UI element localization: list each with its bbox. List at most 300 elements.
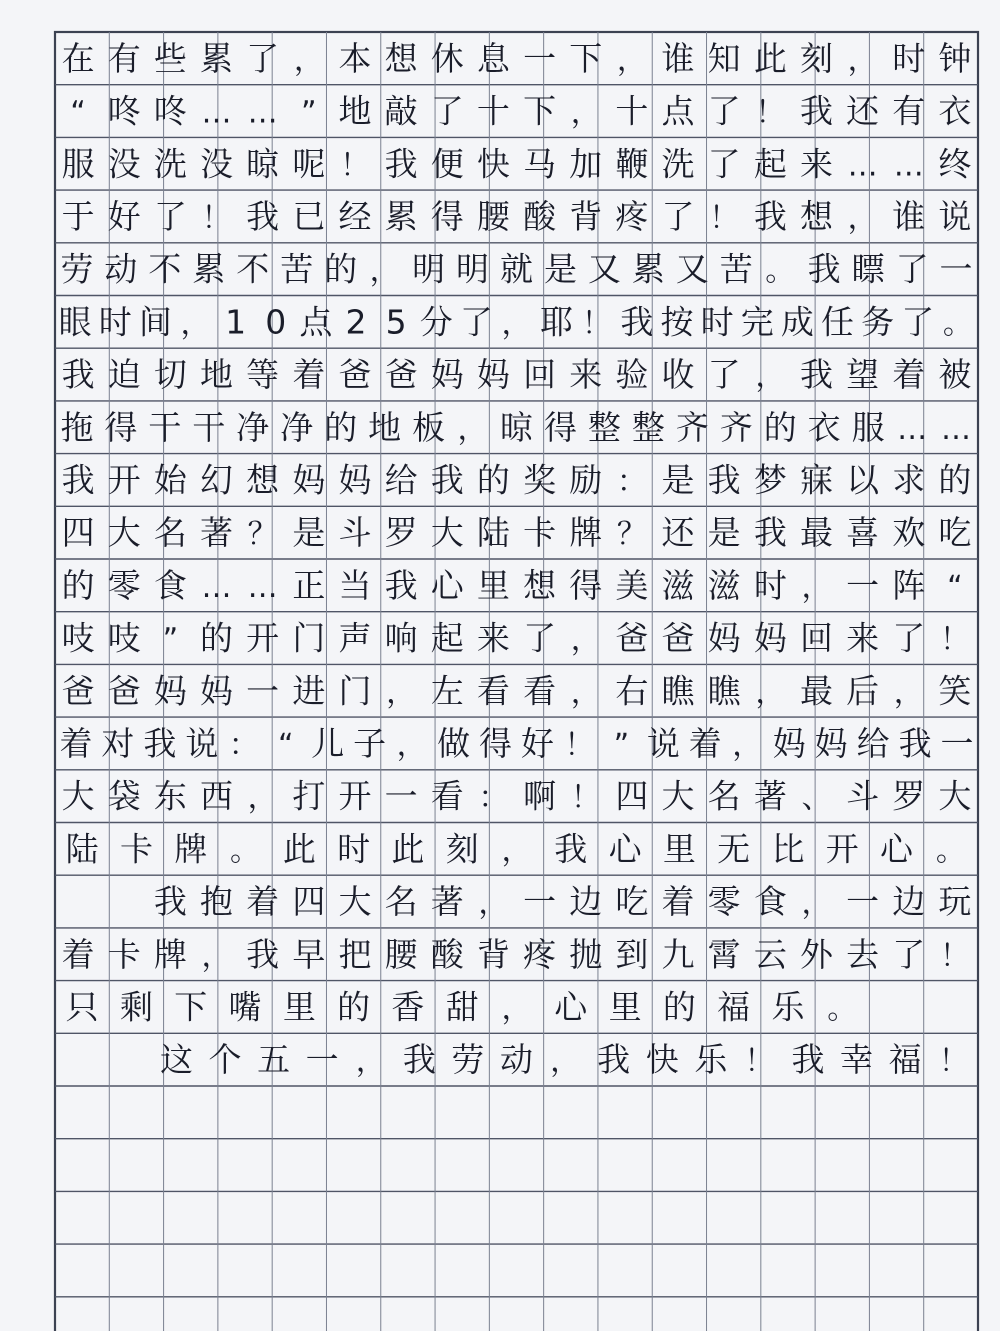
essay-char: 还 (846, 91, 880, 131)
essay-char: 等 (246, 355, 280, 395)
essay-char: 我 (246, 197, 280, 237)
essay-char: 我 (402, 1040, 436, 1080)
essay-char: 边 (569, 882, 603, 922)
essay-char: 瞟 (851, 249, 885, 289)
essay-char: 大 (430, 513, 464, 553)
essay-char: 食 (753, 882, 787, 922)
essay-char: 袋 (107, 776, 141, 816)
essay-char: 是 (292, 513, 326, 553)
essay-char: 整 (587, 407, 621, 447)
essay-char: 背 (476, 934, 510, 974)
essay-char: ， (893, 675, 924, 711)
essay-char: 子 (353, 724, 387, 764)
essay-char: 看 (430, 776, 464, 816)
essay-char: 服 (61, 144, 95, 184)
essay-char: 得 (430, 197, 464, 237)
essay-char: ， (457, 411, 488, 447)
essay-char: 洗 (153, 144, 187, 184)
essay-char: 被 (938, 355, 972, 395)
essay-line (66, 988, 858, 1027)
essay-char: 斗 (338, 513, 372, 553)
essay-char: 抛 (569, 934, 603, 974)
essay-char: 晾 (500, 407, 533, 447)
essay-char: 好 (520, 724, 554, 764)
essay-char: 了 (707, 91, 741, 131)
essay-char: 敲 (384, 91, 418, 131)
essay-char: … (201, 569, 232, 605)
essay-char: 美 (615, 565, 649, 605)
essay-char: 福 (888, 1040, 922, 1080)
essay-char: 得 (104, 407, 138, 447)
essay-char: 还 (661, 513, 695, 553)
essay-char: 分 (419, 302, 453, 342)
essay-char: 心 (554, 987, 588, 1027)
essay-char: 奖 (523, 460, 557, 500)
essay-char: 十 (476, 91, 510, 131)
essay-char: 左 (430, 671, 464, 711)
essay-char: “ (70, 95, 86, 131)
essay-char: ， (201, 938, 232, 974)
essay-char: 玩 (938, 882, 972, 922)
essay-char: 最 (799, 671, 833, 711)
essay-char: 求 (892, 460, 926, 500)
essay-char: 是 (661, 460, 695, 500)
essay-char: 衣 (807, 407, 841, 447)
essay-char: ！ (339, 148, 370, 184)
essay-char: 妈 (430, 355, 464, 395)
essay-char: 滋 (707, 565, 741, 605)
essay-char: 1 (225, 302, 247, 342)
essay-char: 幸 (840, 1040, 874, 1080)
essay-char: 本 (338, 38, 372, 78)
essay-char: 妈 (200, 671, 234, 711)
essay-char: 边 (892, 882, 926, 922)
essay-char: 卡 (523, 513, 557, 553)
essay-char: 的 (476, 460, 510, 500)
essay-char: 的 (337, 987, 371, 1027)
essay-char: ！ (939, 622, 970, 658)
essay-char: 齐 (675, 407, 709, 447)
essay-char: 大 (61, 776, 95, 816)
essay-char: 了 (892, 934, 926, 974)
essay-char: 劳 (451, 1040, 485, 1080)
essay-char: ， (501, 991, 532, 1027)
essay-char: 服 (851, 407, 885, 447)
essay-char: 一 (246, 671, 280, 711)
essay-char: ， (180, 306, 211, 342)
essay-char: ： (478, 780, 509, 816)
essay-char: 回 (799, 618, 833, 658)
essay-char: 的 (61, 565, 95, 605)
essay-char: 得 (543, 407, 577, 447)
essay-char: 了 (459, 302, 493, 342)
essay-char: ， (570, 622, 601, 658)
essay-char: 。 (942, 306, 973, 342)
essay-line (154, 882, 972, 921)
essay-char: 来 (846, 618, 880, 658)
essay-char: 一 (846, 565, 880, 605)
essay-char: 名 (153, 513, 187, 553)
essay-char: 刻 (799, 38, 833, 78)
essay-char: ： (616, 464, 647, 500)
essay-char: 比 (771, 829, 805, 869)
essay-char: 时 (892, 38, 926, 78)
essay-char: 衣 (938, 91, 972, 131)
essay-char: 时 (98, 302, 132, 342)
essay-char: 著 (753, 776, 787, 816)
essay-char: 了 (153, 197, 187, 237)
essay-char: 不 (236, 249, 270, 289)
essay-char: 下 (174, 987, 208, 1027)
essay-char: 爸 (61, 671, 95, 711)
essay-char: 啊 (523, 776, 557, 816)
essay-char: 喜 (846, 513, 880, 553)
essay-char: “ (947, 569, 963, 605)
essay-char: 我 (153, 882, 187, 922)
essay-char: 欢 (892, 513, 926, 553)
essay-line (62, 39, 972, 78)
essay-char: 咚 (107, 91, 141, 131)
essay-char: 成 (780, 302, 814, 342)
essay-char: 了 (430, 91, 464, 131)
essay-char: 牌 (569, 513, 603, 553)
essay-char: 的 (200, 618, 234, 658)
essay-char: 板 (412, 407, 446, 447)
essay-char: 四 (292, 882, 326, 922)
essay-char: 五 (257, 1040, 291, 1080)
essay-char: 时 (337, 829, 371, 869)
essay-char: 呢 (292, 144, 326, 184)
essay-char: 对 (101, 724, 135, 764)
essay-char: 动 (104, 249, 138, 289)
essay-char: 著 (200, 513, 234, 553)
essay-char: 我 (753, 513, 787, 553)
essay-char: 我 (898, 724, 932, 764)
essay-char: 说 (938, 197, 972, 237)
essay-char: 鞭 (615, 144, 649, 184)
essay-char: 完 (740, 302, 774, 342)
essay-char: 间 (138, 302, 172, 342)
essay-char: 早 (292, 934, 326, 974)
essay-char: 励 (569, 460, 603, 500)
essay-char: 疼 (523, 934, 557, 974)
essay-char: 四 (615, 776, 649, 816)
essay-char: 想 (246, 460, 280, 500)
essay-char: … (893, 148, 924, 184)
essay-char: 吱 (107, 618, 141, 658)
essay-char: ！ (938, 1044, 969, 1080)
essay-line (160, 1040, 969, 1079)
essay-char: 地 (338, 91, 372, 131)
essay-char: 正 (292, 565, 326, 605)
essay-char: 些 (153, 38, 187, 78)
essay-char: 验 (615, 355, 649, 395)
essay-char: ， (616, 42, 647, 78)
essay-char: 着 (661, 882, 695, 922)
essay-char: 只 (65, 987, 99, 1027)
essay-char: 开 (246, 618, 280, 658)
essay-char: 卡 (119, 829, 153, 869)
essay-char: ， (801, 886, 832, 922)
essay-char: 我 (807, 249, 841, 289)
essay-char: 于 (61, 197, 95, 237)
essay-char: … (247, 95, 278, 131)
essay-char: 了 (707, 144, 741, 184)
essay-char: 声 (338, 618, 372, 658)
essay-char: 望 (846, 355, 880, 395)
essay-char: 里 (282, 987, 316, 1027)
essay-char: 说 (646, 724, 680, 764)
essay-char: 任 (821, 302, 855, 342)
essay-char: 心 (430, 565, 464, 605)
essay-line (62, 513, 972, 552)
essay-char: 给 (384, 460, 418, 500)
essay-char: 着 (688, 724, 722, 764)
essay-char: 已 (292, 197, 326, 237)
essay-char: 一 (939, 249, 973, 289)
essay-char: 了 (892, 618, 926, 658)
essay-char: ， (478, 886, 509, 922)
essay-char: 剩 (119, 987, 153, 1027)
essay-char: 零 (107, 565, 141, 605)
essay-char: 快 (645, 1040, 679, 1080)
essay-char: … (941, 411, 972, 447)
essay-char: 西 (200, 776, 234, 816)
essay-char: 食 (153, 565, 187, 605)
essay-line (62, 777, 972, 816)
essay-char: 我 (620, 302, 654, 342)
essay-char: 无 (717, 829, 751, 869)
essay-char: ， (355, 1044, 386, 1080)
essay-char: 酸 (430, 934, 464, 974)
essay-char: 干 (192, 407, 226, 447)
essay-char: ， (755, 359, 786, 395)
essay-line (62, 461, 972, 500)
essay-char: 是 (543, 249, 577, 289)
essay-char: ： (228, 728, 259, 764)
essay-char: 爸 (338, 355, 372, 395)
essay-char: 一 (940, 724, 974, 764)
essay-char: 刻 (445, 829, 479, 869)
essay-char: 2 (345, 302, 367, 342)
essay-char: 劳 (60, 249, 94, 289)
essay-char: 咚 (153, 91, 187, 131)
essay-char: 一 (305, 1040, 339, 1080)
essay-char: ， (247, 780, 278, 816)
essay-char: 此 (282, 829, 316, 869)
essay-char: 又 (587, 249, 621, 289)
essay-char: 门 (292, 618, 326, 658)
essay-char: 又 (675, 249, 709, 289)
essay-char: 我 (384, 565, 418, 605)
essay-char: 瞧 (707, 671, 741, 711)
essay-char: 马 (523, 144, 557, 184)
essay-char: ， (396, 728, 427, 764)
essay-char: 陆 (476, 513, 510, 553)
essay-char: 陆 (65, 829, 99, 869)
essay-char: 着 (246, 882, 280, 922)
essay-line (62, 935, 970, 974)
essay-char: 乐 (771, 987, 805, 1027)
essay-char: 当 (338, 565, 372, 605)
essay-char: 了 (246, 38, 280, 78)
essay-char: 腰 (384, 934, 418, 974)
essay-char: 的 (324, 249, 358, 289)
essay-char: 来 (799, 144, 833, 184)
essay-char: 零 (707, 882, 741, 922)
essay-char: 钟 (938, 38, 972, 78)
essay-char: 我 (61, 460, 95, 500)
essay-char: ？ (247, 517, 278, 553)
essay-char: 罗 (384, 513, 418, 553)
essay-char: 右 (615, 671, 649, 711)
essay-line (62, 566, 963, 605)
essay-char: 里 (608, 987, 642, 1027)
essay-char: 阵 (892, 565, 926, 605)
essay-char: 我 (430, 460, 464, 500)
essay-char: 来 (569, 355, 603, 395)
essay-line (62, 355, 972, 394)
essay-char: ， (847, 42, 878, 78)
essay-char: 一 (846, 882, 880, 922)
essay-line (62, 671, 972, 710)
essay-char: 在 (61, 38, 95, 78)
essay-char: 酸 (523, 197, 557, 237)
essay-line (62, 619, 970, 658)
essay-char: 时 (753, 565, 787, 605)
essay-char: 晾 (246, 144, 280, 184)
essay-char: 谁 (661, 38, 695, 78)
essay-char: ” (301, 95, 317, 131)
essay-char: 后 (846, 671, 880, 711)
essay-char: 的 (938, 460, 972, 500)
essay-char: 最 (799, 513, 833, 553)
essay-char: ！ (744, 1044, 775, 1080)
essay-char: … (897, 411, 928, 447)
essay-char: 一 (523, 38, 557, 78)
essay-char: 做 (437, 724, 471, 764)
essay-char: 外 (799, 934, 833, 974)
essay-line (59, 302, 973, 341)
essay-char: 进 (292, 671, 326, 711)
essay-char: 吱 (61, 618, 95, 658)
essay-line (62, 197, 972, 236)
essay-line (66, 829, 966, 868)
essay-char: 便 (430, 144, 464, 184)
essay-char: 心 (608, 829, 642, 869)
essay-char: 福 (717, 987, 751, 1027)
essay-char: 看 (523, 671, 557, 711)
essay-char: ， (847, 201, 878, 237)
essay-char: 地 (368, 407, 402, 447)
essay-char: ， (732, 728, 763, 764)
essay-char: 地 (200, 355, 234, 395)
essay-char: 到 (615, 934, 649, 974)
essay-char: ， (570, 95, 601, 131)
essay-char: 著 (430, 882, 464, 922)
essay-char: 滋 (661, 565, 695, 605)
essay-char: 着 (892, 355, 926, 395)
essay-char: 明 (412, 249, 446, 289)
essay-char: 爸 (107, 671, 141, 711)
essay-char: 我 (597, 1040, 631, 1080)
essay-char: 大 (107, 513, 141, 553)
essay-char: 累 (631, 249, 665, 289)
essay-char: 切 (153, 355, 187, 395)
essay-char: 。 (935, 833, 966, 869)
essay-line (59, 724, 973, 763)
essay-char: 我 (799, 91, 833, 131)
essay-char: 我 (61, 355, 95, 395)
essay-char: ！ (564, 728, 595, 764)
essay-char: 大 (938, 776, 972, 816)
essay-char: ？ (616, 517, 647, 553)
essay-char: 知 (707, 38, 741, 78)
essay-char: 我 (384, 144, 418, 184)
essay-char: 有 (107, 38, 141, 78)
essay-char: 不 (148, 249, 182, 289)
essay-char: 有 (892, 91, 926, 131)
essay-char: 牌 (174, 829, 208, 869)
essay-char: 洗 (661, 144, 695, 184)
essay-char: 心 (880, 829, 914, 869)
essay-char: ， (293, 42, 324, 78)
essay-char: ， (386, 675, 417, 711)
essay-char: 罗 (892, 776, 926, 816)
essay-char: 下 (523, 91, 557, 131)
essay-char: … (847, 148, 878, 184)
essay-char: ！ (709, 201, 740, 237)
essay-char: 给 (856, 724, 890, 764)
essay-char: 以 (846, 460, 880, 500)
essay-char: ， (369, 253, 400, 289)
essay-char: 累 (200, 38, 234, 78)
essay-char: 卡 (107, 934, 141, 974)
essay-char: 看 (476, 671, 510, 711)
essay-char: 点 (661, 91, 695, 131)
essay-char: 的 (662, 987, 696, 1027)
essay-char: 背 (569, 197, 603, 237)
essay-char: 爸 (615, 618, 649, 658)
essay-char: 谁 (892, 197, 926, 237)
essay-char: 我 (753, 197, 787, 237)
essay-char: 苦 (719, 249, 753, 289)
essay-char: 耶 (540, 302, 574, 342)
essay-char: ， (550, 1044, 581, 1080)
essay-char: 乐 (694, 1040, 728, 1080)
essay-char: 香 (391, 987, 425, 1027)
essay-char: 东 (153, 776, 187, 816)
essay-char: 瞧 (661, 671, 695, 711)
essay-char: 把 (338, 934, 372, 974)
essay-char: ， (755, 675, 786, 711)
essay-char: 没 (107, 144, 141, 184)
essay-char: 加 (569, 144, 603, 184)
essay-char: 。 (230, 833, 261, 869)
essay-char: ， (570, 675, 601, 711)
essay-char: 的 (763, 407, 797, 447)
essay-char: 打 (292, 776, 326, 816)
essay-char: 了 (901, 302, 935, 342)
essay-char: 我 (799, 355, 833, 395)
essay-char: 名 (707, 776, 741, 816)
essay-char: 想 (799, 197, 833, 237)
essay-char: 5 (385, 302, 407, 342)
essay-char: 就 (500, 249, 533, 289)
essay-char: 四 (61, 513, 95, 553)
essay-char: 霄 (707, 934, 741, 974)
essay-char: ！ (755, 95, 786, 131)
